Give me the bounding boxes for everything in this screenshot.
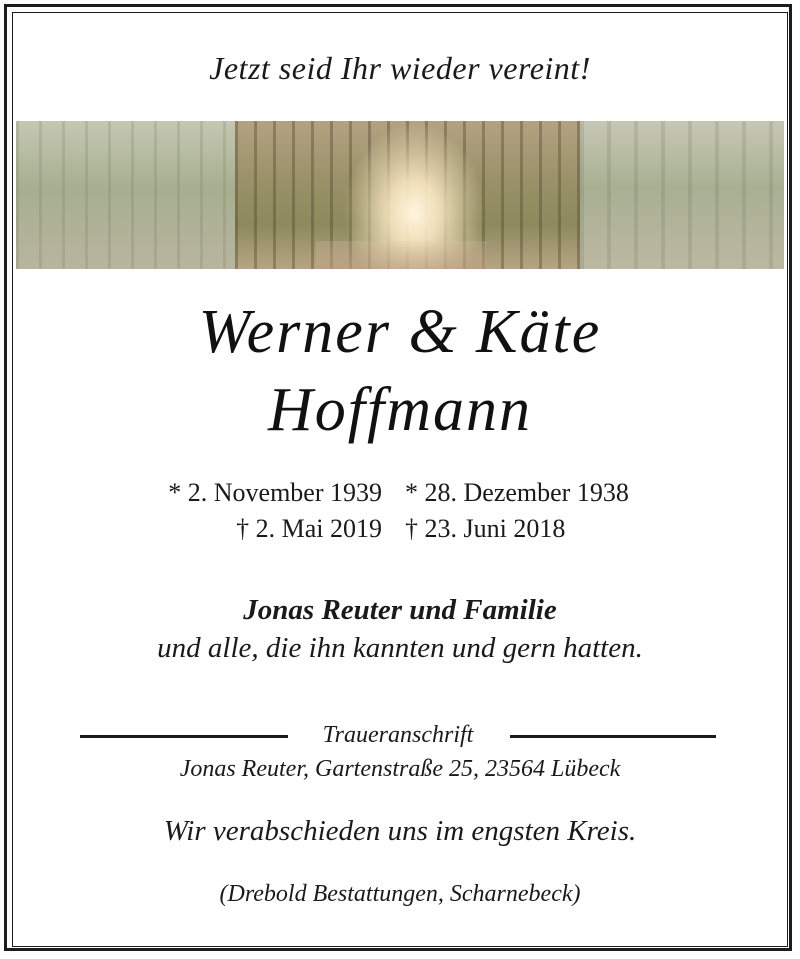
forest-photo-left-panel bbox=[16, 121, 235, 269]
forest-photo-right-panel bbox=[580, 121, 784, 269]
werner-death-date: † 2. Mai 2019 bbox=[236, 514, 382, 543]
undertaker-note: (Drebold Bestattungen, Scharnebeck) bbox=[219, 881, 581, 907]
werner-dates bbox=[100, 475, 382, 547]
kaete-dates bbox=[405, 475, 705, 547]
names-line-1: Werner & Käte bbox=[198, 298, 602, 366]
motto-heading: Jetzt seid Ihr wieder vereint! bbox=[209, 50, 591, 86]
address-rule-right bbox=[510, 735, 716, 738]
farewell-note: Wir verabschieden uns im engsten Kreis. bbox=[163, 815, 637, 847]
mourners-others: und alle, die ihn kannten und gern hatten. bbox=[157, 632, 643, 664]
address-heading-row bbox=[80, 722, 716, 752]
address-heading: Traueranschrift bbox=[322, 722, 474, 748]
forest-photo bbox=[16, 121, 784, 269]
werner-birth-date: * 2. November 1939 bbox=[168, 478, 382, 507]
kaete-death-date: † 23. Juni 2018 bbox=[405, 514, 566, 543]
address-text: Jonas Reuter, Gartenstraße 25, 23564 Lübeck bbox=[179, 756, 621, 782]
kaete-birth-date: * 28. Dezember 1938 bbox=[405, 478, 629, 507]
mourners-block bbox=[0, 592, 800, 668]
forest-path bbox=[316, 241, 486, 269]
names-line-2: Hoffmann bbox=[268, 376, 532, 444]
deceased-names bbox=[0, 293, 800, 449]
mourners-family: Jonas Reuter und Familie bbox=[243, 594, 557, 626]
